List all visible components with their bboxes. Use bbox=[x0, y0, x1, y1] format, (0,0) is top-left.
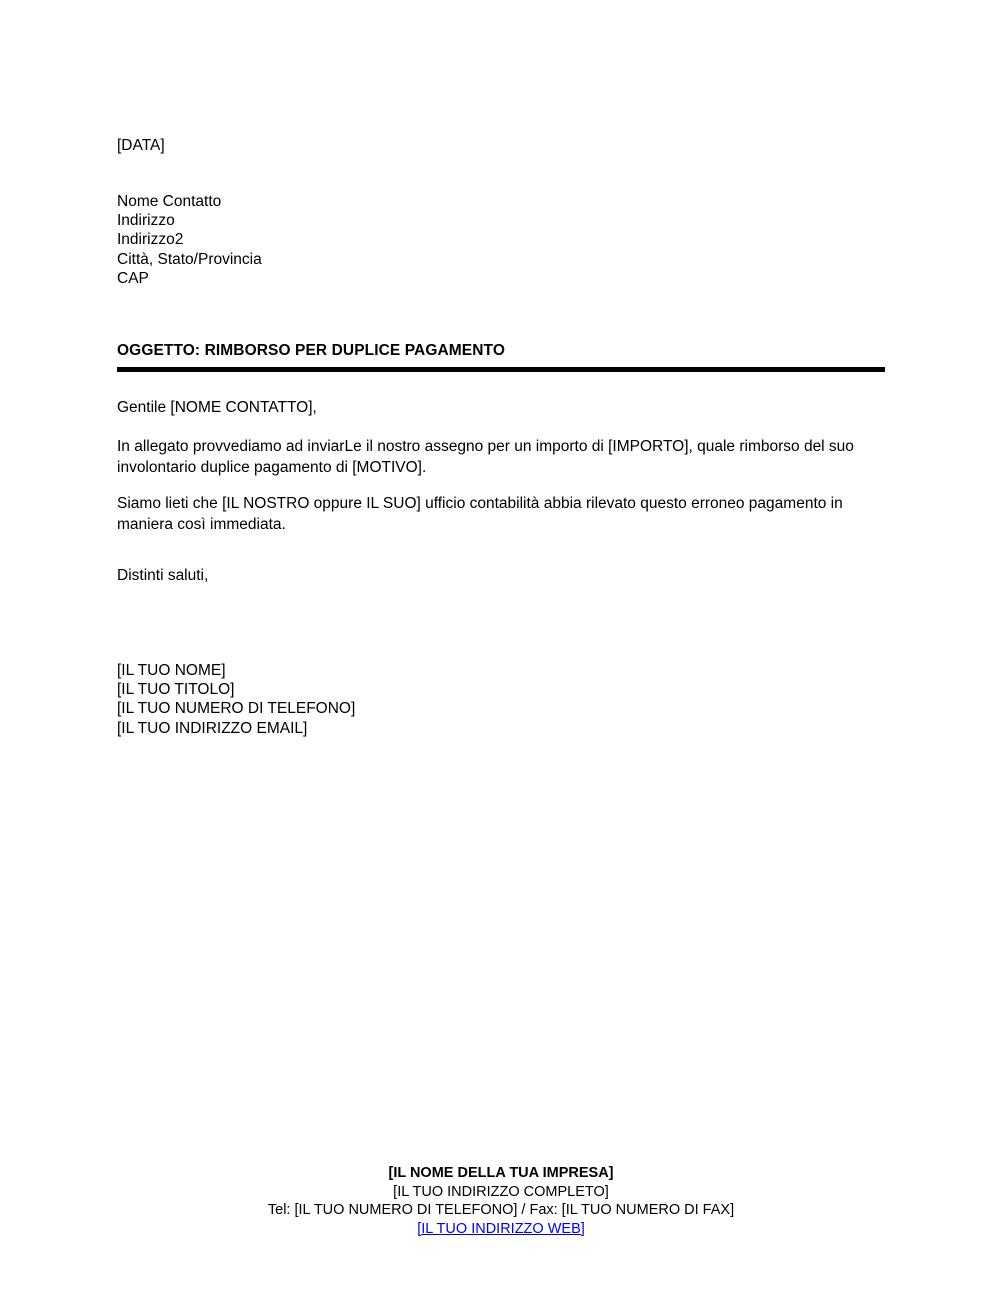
subject-heading: OGGETTO: RIMBORSO PER DUPLICE PAGAMENTO bbox=[117, 342, 505, 359]
recipient-postal-code: CAP bbox=[117, 269, 149, 287]
body-paragraph-1: In allegato provvediamo ad inviarLe il nostro assegno per un importo di [IMPORTO], quale rimborso del suo involontario duplice pagamento di [MOTIVO]. bbox=[117, 438, 854, 476]
closing-salutation: Distinti saluti, bbox=[117, 567, 209, 584]
recipient-address-2: Indirizzo2 bbox=[117, 231, 184, 249]
subject-block bbox=[117, 341, 885, 372]
footer-address: [IL TUO INDIRIZZO COMPLETO] bbox=[393, 1183, 609, 1200]
recipient-address-1: Indirizzo bbox=[117, 212, 175, 230]
footer-website-link[interactable]: [IL TUO INDIRIZZO WEB] bbox=[417, 1220, 585, 1237]
date-line: [DATA] bbox=[117, 137, 165, 154]
recipient-city-state: Città, Stato/Provincia bbox=[117, 250, 262, 268]
signature-block bbox=[117, 661, 355, 738]
subject-divider-rule bbox=[117, 367, 885, 372]
footer-phone-fax: Tel: [IL TUO NUMERO DI TELEFONO] / Fax: [IL TUO NUMERO DI FAX] bbox=[267, 1202, 735, 1218]
salutation: Gentile [NOME CONTATTO], bbox=[117, 399, 317, 416]
recipient-address-block bbox=[117, 192, 262, 288]
page-footer bbox=[117, 1164, 885, 1238]
signature-name: [IL TUO NOME] bbox=[117, 662, 226, 679]
body-paragraph-2: Siamo lieti che [IL NOSTRO oppure IL SUO] ufficio contabilità abbia rilevato questo erroneo pagamento in maniera così immediata. bbox=[117, 495, 843, 533]
signature-email: [IL TUO INDIRIZZO EMAIL] bbox=[117, 719, 308, 737]
recipient-name: Nome Contatto bbox=[117, 193, 222, 210]
signature-phone: [IL TUO NUMERO DI TELEFONO] bbox=[117, 700, 356, 718]
signature-title: [IL TUO TITOLO] bbox=[117, 681, 235, 699]
footer-company-name: [IL NOME DELLA TUA IMPRESA] bbox=[388, 1165, 614, 1181]
